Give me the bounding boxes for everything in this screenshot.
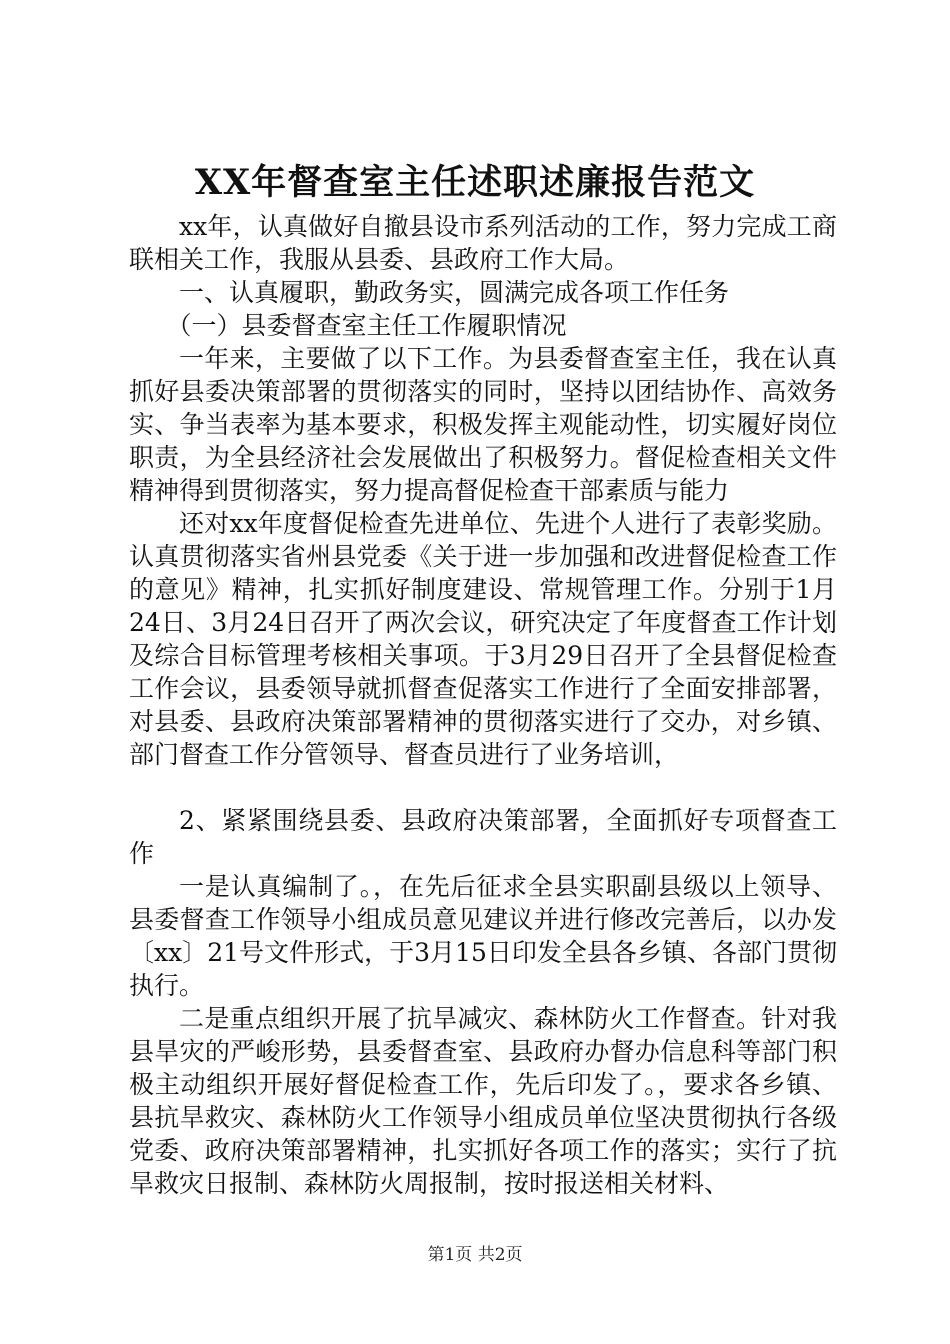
section-heading-1: 一、认真履职，勤政务实，圆满完成各项工作任务	[179, 278, 730, 307]
paragraph-intro: xx年，认真做好自撤县设市系列活动的工作，努力完成工商联相关工作，我服从县委、县政府工作大局。	[129, 212, 837, 274]
paragraph-point-two: 二是重点组织开展了抗旱减灾、森林防火工作督查。针对我县旱灾的严峻形势，县委督查室、县政府办督办信息科等部门积极主动组织开展好督促检查工作，先后印发了。，要求各乡镇、县抗旱救灾、森林防火工作领导小组成员单位坚决贯彻执行各级党委、政府决策部署精神，扎实抓好各项工作的落实；实行了抗旱救灾日报制、森林防火周报制，按时报送相关材料、	[129, 1004, 837, 1198]
section-heading-2: 2、紧紧围绕县委、县政府决策部署，全面抓好专项督查工作	[129, 806, 837, 868]
subsection-heading-1: （一）县委督查室主任工作履职情况	[166, 311, 567, 340]
document-body	[129, 210, 837, 1200]
page-footer: 第1页 共2页	[427, 1245, 523, 1265]
paragraph-commendation: 还对xx年度督促检查先进单位、先进个人进行了表彰奖励。认真贯彻落实省州县党委《关于进一步加强和改进督促检查工作的意见》精神，扎实抓好制度建设、常规管理工作。分别于1月24日、3月24日召开了两次会议，研究决定了年度督查工作计划及综合目标管理考核相关事项。于3月29日召开了全县督促检查工作会议，县委领导就抓督查促落实工作进行了全面安排部署，对县委、县政府决策部署精神的贯彻落实进行了交办，对乡镇、部门督查工作分管领导、督查员进行了业务培训，	[129, 509, 837, 769]
paragraph-work-summary: 一年来，主要做了以下工作。为县委督查室主任，我在认真抓好县委决策部署的贯彻落实的同时，坚持以团结协作、高效务实、争当表率为基本要求，积极发挥主观能动性，切实履好岗位职责，为全县经济社会发展做出了积极努力。督促检查相关文件精神得到贯彻落实，努力提高督促检查干部素质与能力	[129, 344, 837, 505]
paragraph-point-one: 一是认真编制了。，在先后征求全县实职副县级以上领导、县委督查工作领导小组成员意见建议并进行修改完善后，以办发〔xx〕21号文件形式，于3月15日印发全县各乡镇、各部门贯彻执行。	[129, 872, 837, 1000]
document-title: XX年督查室主任述职述廉报告范文	[194, 162, 756, 203]
